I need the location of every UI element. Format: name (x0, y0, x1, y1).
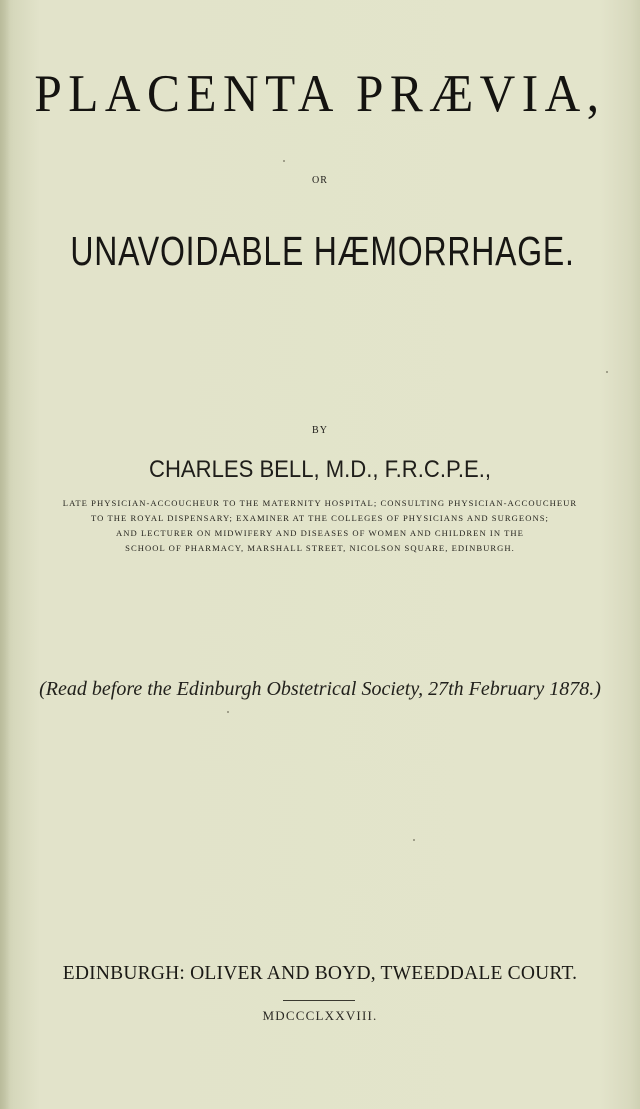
author-credentials-line: AND LECTURER ON MIDWIFERY AND DISEASES OF WOMEN AND CHILDREN IN THE (116, 528, 524, 538)
book-subtitle: UNAVOIDABLE HÆMORRHAGE. (70, 228, 575, 274)
title-connector: OR (312, 175, 328, 186)
reading-note: (Read before the Edinburgh Obstetrical Society, 27th February 1878.) (39, 678, 601, 700)
author-credentials-line: TO THE ROYAL DISPENSARY; EXAMINER AT THE COLLEGES OF PHYSICIANS AND SURGEONS; (91, 513, 549, 523)
book-title: PLACENTA PRÆVIA, (34, 65, 606, 123)
paper-speck (283, 160, 285, 162)
divider-rule (283, 1000, 355, 1001)
by-label: BY (312, 425, 328, 436)
paper-speck (227, 711, 229, 713)
author-name: CHARLES BELL, M.D., F.R.C.P.E., (149, 456, 491, 483)
author-credentials-line: SCHOOL OF PHARMACY, MARSHALL STREET, NICOLSON SQUARE, EDINBURGH. (125, 543, 515, 553)
publisher-imprint: EDINBURGH: OLIVER AND BOYD, TWEEDDALE COURT. (62, 963, 578, 984)
author-credentials-line: LATE PHYSICIAN-ACCOUCHEUR TO THE MATERNITY HOSPITAL; CONSULTING PHYSICIAN-ACCOUCHEUR (62, 498, 578, 508)
paper-speck (606, 371, 608, 373)
publication-year: MDCCCLXXVIII. (262, 1008, 378, 1023)
page-edge-shadow (0, 0, 10, 1109)
paper-speck (413, 839, 415, 841)
